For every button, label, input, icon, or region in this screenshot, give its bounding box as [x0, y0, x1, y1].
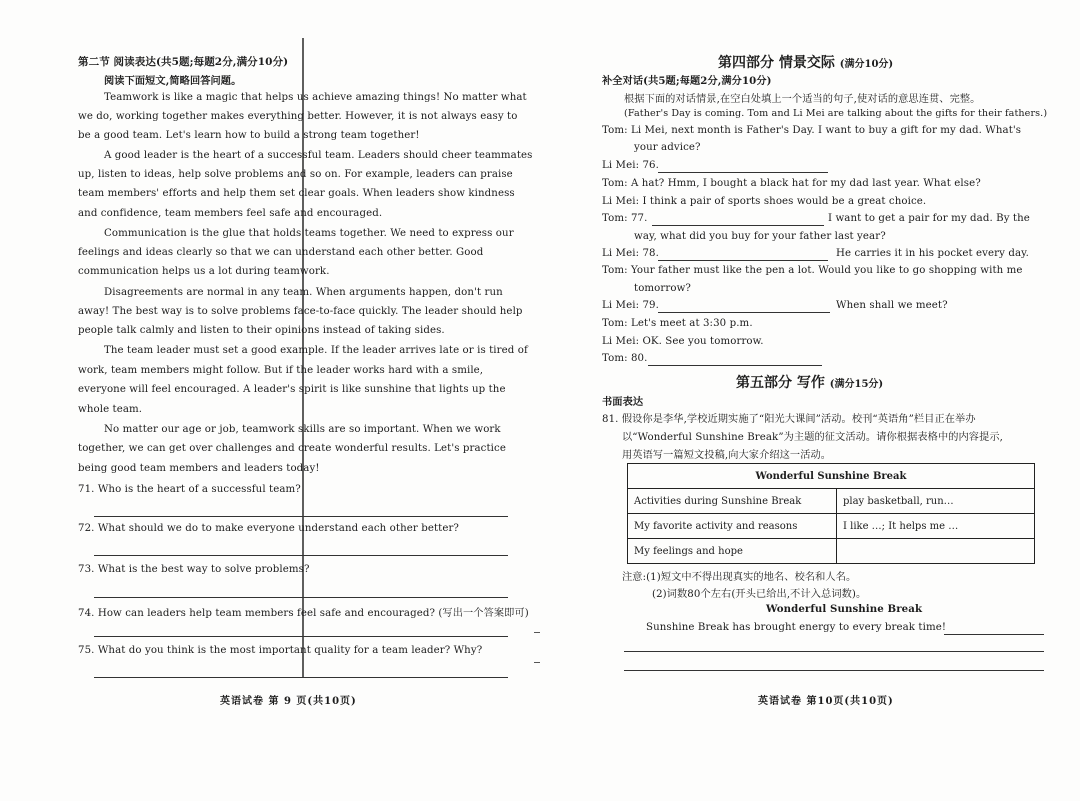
passage-line: away! The best way is to solve problems face-to-face quickly. The leader should help [78, 306, 523, 317]
dialogue-line-78: Li Mei: 78. [602, 248, 659, 259]
writing-task-line: 以“Wonderful Sunshine Break”为主题的征文活动。请你根据表格中的内容提示, [622, 432, 1004, 443]
writing-prompt-table [627, 463, 1035, 564]
question-71: 71. Who is the heart of a successful team? [78, 484, 301, 495]
passage-line: Teamwork is like a magic that helps us achieve amazing things! No matter what [104, 92, 527, 103]
essay-line[interactable] [624, 651, 1044, 652]
passage-line: communication helps us a lot during teamwork. [78, 266, 330, 277]
dialogue-line: Li Mei: I think a pair of sports shoes would be a great choice. [602, 196, 927, 207]
passage-line: A good leader is the heart of a successful team. Leaders should cheer teammates [104, 150, 533, 161]
part5-title [736, 372, 883, 392]
essay-line[interactable] [624, 670, 1044, 671]
question-75: 75. What do you think is the most important quality for a team leader? Why? [78, 645, 483, 656]
table-row [628, 539, 1035, 564]
dialogue-line: When shall we meet? [836, 300, 948, 311]
right-page [540, 0, 1080, 801]
table-cell [837, 539, 1035, 564]
part5-subheader: 书面表达 [602, 396, 644, 408]
part5-title-text: 第五部分 写作 [736, 375, 825, 391]
part4-subheader: 补全对话(共5题;每题2分,满分10分) [602, 75, 772, 87]
table-row [628, 514, 1035, 539]
writing-task-line: 用英语写一篇短文投稿,向大家介绍这一活动。 [622, 450, 832, 461]
table-cell: play basketball, run… [837, 489, 1035, 514]
table-header-row [628, 464, 1035, 489]
part4-score: (满分10分) [839, 59, 894, 70]
passage-line: together, we can get over challenges and create wonderful results. Let's practice [78, 443, 506, 454]
page-footer: 英语试卷 第10页(共10页) [758, 696, 894, 707]
part4-instruction: 根据下面的对话情景,在空白处填上一个适当的句子,使对话的意思连贯、完整。 [624, 94, 981, 105]
blank-78[interactable] [658, 260, 828, 261]
dialogue-line: your advice? [634, 142, 701, 153]
question-73: 73. What is the best way to solve problems? [78, 564, 310, 575]
part5-score: (满分15分) [829, 379, 884, 390]
dialogue-line: Li Mei: OK. See you tomorrow. [602, 336, 764, 347]
dialogue-line: I want to get a pair for my dad. By the [828, 213, 1030, 224]
dialogue-context: (Father's Day is coming. Tom and Li Mei are talking about the gifts for their fathers.) [624, 108, 1048, 119]
question-74: 74. How can leaders help team members feel safe and encouraged? (写出一个答案即可) [78, 608, 529, 619]
passage-line: No matter our age or job, teamwork skills are so important. When we work [104, 424, 501, 435]
table-cell: I like …; It helps me … [837, 514, 1035, 539]
part4-title-text: 第四部分 情景交际 [718, 55, 835, 71]
dialogue-line: He carries it in his pocket every day. [836, 248, 1029, 259]
passage-line: work, team members might follow. But if the leader works hard with a smile, [78, 365, 484, 376]
blank-79[interactable] [658, 312, 830, 313]
page-footer: 英语试卷 第 9 页(共10页) [220, 696, 357, 707]
essay-line[interactable] [944, 634, 1044, 635]
table-row [628, 489, 1035, 514]
passage-line: everyone will feel encouraged. A leader's spirit is like sunshine that lights up the [78, 384, 506, 395]
passage-line: we do, working together makes everything better. However, it is not always easy to [78, 111, 518, 122]
dialogue-line: Tom: A hat? Hmm, I bought a black hat for my dad last year. What else? [602, 178, 981, 189]
answer-line-75[interactable] [94, 677, 508, 678]
passage-line: be a good team. Let's learn how to build a strong team together! [78, 130, 420, 141]
answer-line-72[interactable] [94, 555, 508, 556]
reading-instruction: 阅读下面短文,简略回答问题。 [104, 75, 242, 87]
dialogue-line-77: Tom: 77. [602, 213, 648, 224]
blank-76[interactable] [658, 172, 828, 173]
writing-note-1: 注意:(1)短文中不得出现真实的地名、校名和人名。 [622, 572, 857, 583]
table-cell: Activities during Sunshine Break [628, 489, 837, 514]
table-title: Wonderful Sunshine Break [628, 464, 1035, 489]
table-cell: My favorite activity and reasons [628, 514, 837, 539]
blank-77[interactable] [652, 225, 824, 226]
passage-line: Communication is the glue that holds teams together. We need to express our [104, 228, 514, 239]
dialogue-line: tomorrow? [634, 283, 691, 294]
passage-line: up, listen to ideas, help solve problems and so on. For example, leaders can praise [78, 169, 513, 180]
writing-task-line: 81. 假设你是李华,学校近期实施了“阳光大课间”活动。校刊“英语角”栏目正在举办 [602, 414, 976, 425]
dialogue-line: Tom: Your father must like the pen a lot. Would you like to go shopping with me [602, 265, 1023, 276]
passage-line: people talk calmly and listen to their opinions instead of taking sides. [78, 325, 445, 336]
passage-line: feelings and ideas clearly so that we can understand each other better. Good [78, 247, 484, 258]
passage-line: The team leader must set a good example. If the leader arrives late or is tired of [104, 345, 528, 356]
dialogue-line-79: Li Mei: 79. [602, 300, 659, 311]
essay-title: Wonderful Sunshine Break [766, 603, 923, 615]
answer-line-71[interactable] [94, 516, 508, 517]
table-cell: My feelings and hope [628, 539, 837, 564]
answer-line-73[interactable] [94, 597, 508, 598]
passage-line: whole team. [78, 404, 143, 415]
dialogue-line-80: Tom: 80. [602, 353, 648, 364]
passage-line: Disagreements are normal in any team. When arguments happen, don't run [104, 287, 503, 298]
question-72: 72. What should we do to make everyone understand each other better? [78, 523, 459, 534]
writing-note-2: (2)词数80个左右(开头已给出,不计入总词数)。 [652, 589, 867, 600]
blank-80[interactable] [648, 365, 822, 366]
dialogue-line-76: Li Mei: 76. [602, 160, 659, 171]
passage-line: being good team members and leaders today! [78, 463, 320, 474]
essay-opening: Sunshine Break has brought energy to every break time! [646, 622, 947, 633]
passage-line: team members' efforts and help them set clear goals. When leaders show kindness [78, 188, 515, 199]
dialogue-line: Tom: Li Mei, next month is Father's Day. I want to buy a gift for my dad. What's [602, 125, 1022, 136]
section-header: 第二节 阅读表达(共5题;每题2分,满分10分) [78, 56, 289, 68]
dialogue-line: way, what did you buy for your father last year? [634, 231, 886, 242]
dialogue-line: Tom: Let's meet at 3:30 p.m. [602, 318, 753, 329]
passage-line: and confidence, team members feel safe and encouraged. [78, 208, 383, 219]
part4-title [718, 52, 893, 72]
answer-line-74[interactable] [94, 636, 508, 637]
